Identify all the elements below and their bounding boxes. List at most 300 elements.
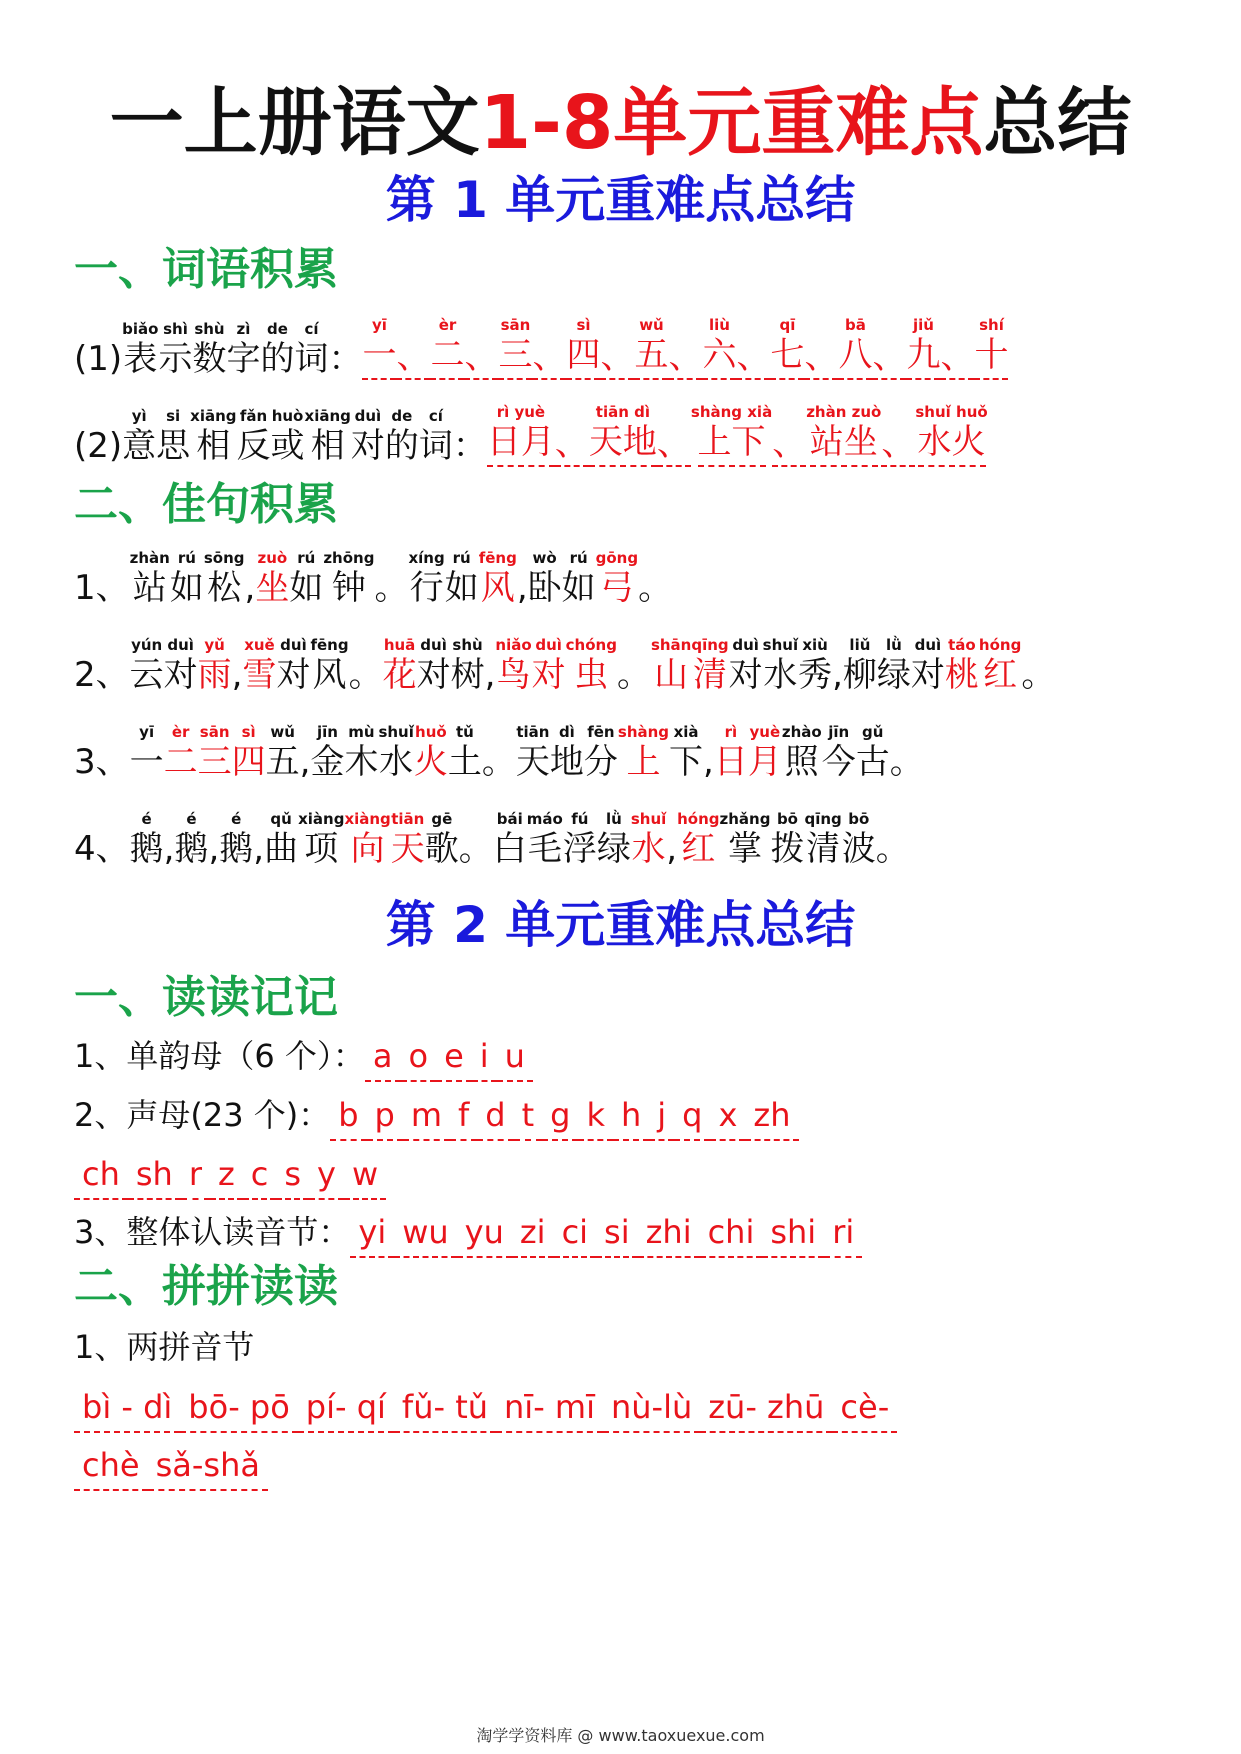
hanzi: 清 xyxy=(806,829,841,869)
hanzi: 四 xyxy=(231,742,266,782)
hanzi: 对 xyxy=(350,426,385,466)
pinyin: fēng xyxy=(478,549,517,567)
hanzi: 或 xyxy=(270,426,305,466)
text: 。 xyxy=(616,655,651,695)
hanzi: 七 xyxy=(770,334,804,380)
text: (2) xyxy=(74,426,123,466)
text: 。 xyxy=(348,655,383,695)
hanzi: 鹅 xyxy=(174,829,209,869)
pinyin-answer: zh xyxy=(745,1093,798,1141)
answer-word xyxy=(589,403,657,467)
hanzi: 词 xyxy=(294,339,329,379)
ruby-char xyxy=(130,810,164,870)
hanzi: 树 xyxy=(450,655,485,695)
ruby-char xyxy=(417,636,451,696)
hanzi: 如 xyxy=(289,568,324,608)
ruby-char xyxy=(122,407,156,467)
ruby-char xyxy=(383,636,417,696)
hanzi: 上下 xyxy=(698,421,766,467)
ruby-char xyxy=(158,320,192,380)
pinyin-answer: zi xyxy=(512,1210,554,1258)
answer-word xyxy=(691,403,772,467)
row1-label: 1、单韵母（6 个）： xyxy=(74,1037,365,1075)
hanzi: 雨 xyxy=(197,655,232,695)
pinyin: èr xyxy=(438,316,457,334)
hanzi: 上 xyxy=(626,742,661,782)
pinyin-answer: m xyxy=(403,1093,450,1141)
text: , xyxy=(484,655,496,695)
pinyin-answer: fǔ- tǔ xyxy=(394,1385,496,1433)
hanzi: 秀 xyxy=(798,655,833,695)
pinyin-answer: nī- mī xyxy=(496,1385,603,1433)
pinyin-answer: t xyxy=(514,1093,543,1141)
ruby-char xyxy=(842,810,876,870)
unit2-row2 xyxy=(74,1093,799,1141)
hanzi: 古 xyxy=(855,742,890,782)
pinyin-answer: w xyxy=(344,1152,386,1200)
pinyin-answer: r xyxy=(181,1152,210,1200)
hanzi: 对 xyxy=(531,655,566,695)
ruby-char xyxy=(451,636,485,696)
text: 、 xyxy=(532,336,566,380)
ruby-char xyxy=(344,810,390,870)
hanzi: 绿 xyxy=(596,829,631,869)
answer-word xyxy=(915,403,987,467)
ruby-char xyxy=(266,723,300,783)
ruby-char xyxy=(631,810,666,870)
pinyin-answer: chi xyxy=(700,1210,763,1258)
pinyin: bō xyxy=(848,810,870,828)
pinyin-answer: e xyxy=(436,1034,472,1082)
hanzi: 金 xyxy=(310,742,345,782)
pinyin-answer: ri xyxy=(824,1210,862,1258)
pinyin: liù xyxy=(709,316,730,334)
ruby-char xyxy=(843,636,877,696)
ruby-char xyxy=(294,320,328,380)
hanzi: 虫 xyxy=(574,655,609,695)
pinyin: wò xyxy=(532,549,557,567)
hanzi: 日 xyxy=(713,742,748,782)
pinyin-answer: q xyxy=(674,1093,710,1141)
pinyin: huò xyxy=(271,407,304,425)
pinyin-answer: f xyxy=(450,1093,477,1141)
unit1-sentence-4 xyxy=(74,810,910,870)
ruby-char xyxy=(170,549,204,609)
pinyin-answer: p xyxy=(367,1093,403,1141)
pinyin: duì xyxy=(420,636,447,654)
hanzi: 柳 xyxy=(842,655,877,695)
ruby-char xyxy=(310,723,344,783)
pinyin: sì xyxy=(241,723,256,741)
unit2-section-spell: 二、拼拼读读 xyxy=(74,1261,338,1312)
pinyin-answer: k xyxy=(578,1093,613,1141)
hanzi: 雪 xyxy=(242,655,277,695)
hanzi: 词 xyxy=(418,426,453,466)
hanzi: 的 xyxy=(384,426,419,466)
pinyin: yì xyxy=(131,407,147,425)
pinyin: fēn xyxy=(587,723,615,741)
hanzi: 花 xyxy=(382,655,417,695)
ruby-char xyxy=(493,810,527,870)
text: 、 xyxy=(872,336,906,380)
hanzi: 白 xyxy=(492,829,527,869)
pinyin-answer: wu xyxy=(394,1210,456,1258)
pinyin: rú xyxy=(297,549,316,567)
pinyin: é xyxy=(231,810,242,828)
ruby-char xyxy=(532,636,566,696)
text: 、 xyxy=(600,336,634,380)
hanzi: 风 xyxy=(312,655,347,695)
ruby-char xyxy=(479,549,517,609)
hanzi: 对 xyxy=(276,655,311,695)
pinyin: xuě xyxy=(244,636,275,654)
answer-word xyxy=(974,316,1008,380)
ruby-char xyxy=(391,810,425,870)
pinyin-answer: j xyxy=(649,1093,674,1141)
hanzi: 月 xyxy=(747,742,782,782)
row3-label: 3、整体认读音节： xyxy=(74,1213,351,1251)
hanzi: 云 xyxy=(129,655,164,695)
hanzi: 掌 xyxy=(727,829,762,869)
hanzi: 毛 xyxy=(527,829,562,869)
text: , xyxy=(666,829,678,869)
pinyin: de xyxy=(267,320,288,338)
pinyin: mù xyxy=(348,723,375,741)
hanzi: 九 xyxy=(906,334,940,380)
hanzi: 思 xyxy=(156,426,191,466)
text: 、 xyxy=(804,336,838,380)
ruby-char xyxy=(566,636,617,696)
answer-word xyxy=(770,316,804,380)
hanzi: 数 xyxy=(192,339,227,379)
hanzi: 一 xyxy=(129,742,164,782)
ruby-char xyxy=(562,549,596,609)
pinyin: fēng xyxy=(310,636,349,654)
pinyin: dì xyxy=(558,723,575,741)
pinyin: é xyxy=(186,810,197,828)
ruby-char xyxy=(130,549,170,609)
ruby-char xyxy=(425,810,459,870)
hanzi: 十 xyxy=(974,334,1008,380)
pinyin: duì xyxy=(535,636,562,654)
unit1-title: 第 1 单元重难点总结 xyxy=(385,171,856,229)
unit1-q1 xyxy=(74,316,1008,380)
text: 、 xyxy=(881,423,915,467)
text: ： xyxy=(328,339,363,379)
unit2-row1 xyxy=(74,1034,533,1082)
hanzi: 地 xyxy=(549,742,584,782)
pinyin: yuè xyxy=(749,723,781,741)
hanzi: 的 xyxy=(260,339,295,379)
pinyin: é xyxy=(141,810,152,828)
pinyin: duì xyxy=(732,636,759,654)
pinyin: xiàng xyxy=(344,810,391,828)
pinyin-answer: h xyxy=(613,1093,649,1141)
text: , xyxy=(244,568,256,608)
hanzi: 水火 xyxy=(918,421,986,467)
pinyin-answer: c xyxy=(243,1152,277,1200)
answer-word xyxy=(702,316,736,380)
hanzi: 天 xyxy=(390,829,425,869)
pinyin: zhàn zuò xyxy=(806,403,882,421)
pinyin-answer: nù-lù xyxy=(603,1385,700,1433)
pinyin: cí xyxy=(304,320,319,338)
pinyin: shān xyxy=(650,636,692,654)
hanzi: 如 xyxy=(444,568,479,608)
pinyin: bō xyxy=(776,810,798,828)
pinyin: gē xyxy=(431,810,453,828)
pinyin-answer: bì - dì xyxy=(74,1385,180,1433)
answer-word xyxy=(634,316,668,380)
text: 、 xyxy=(940,336,974,380)
ruby-char xyxy=(584,723,618,783)
row2-answers-a xyxy=(330,1096,798,1134)
ruby-char xyxy=(550,723,584,783)
ruby-char xyxy=(516,723,550,783)
hanzi: 如 xyxy=(561,568,596,608)
pinyin: xiàng xyxy=(298,810,345,828)
pinyin: shù xyxy=(452,636,483,654)
pinyin: shuǐ huǒ xyxy=(915,403,988,421)
text: , xyxy=(516,568,528,608)
ruby-char xyxy=(822,723,856,783)
text: ： xyxy=(452,426,487,466)
hanzi: 六 xyxy=(702,334,736,380)
pinyin-answer: i xyxy=(472,1034,497,1082)
unit1-sentence-1 xyxy=(74,549,672,609)
ruby-char xyxy=(748,723,782,783)
pinyin: shuǐ xyxy=(378,723,414,741)
pinyin: yī xyxy=(139,723,155,741)
ruby-char xyxy=(122,320,158,380)
hanzi: 歌 xyxy=(424,829,459,869)
text: , xyxy=(163,829,175,869)
pinyin: de xyxy=(391,407,413,425)
ruby-char xyxy=(323,549,374,609)
pinyin-answer: pí- qí xyxy=(298,1385,394,1433)
hanzi: 字 xyxy=(226,339,261,379)
pinyin: jīn xyxy=(316,723,338,741)
hanzi: 鹅 xyxy=(129,829,164,869)
pinyin: zì xyxy=(236,320,251,338)
pinyin: duì xyxy=(914,636,942,654)
hanzi: 山 xyxy=(654,655,689,695)
pinyin: bái xyxy=(496,810,523,828)
pinyin: zuò xyxy=(257,549,288,567)
ruby-char xyxy=(276,636,310,696)
pinyin: fǎn xyxy=(239,407,268,425)
pinyin: shàng xyxy=(617,723,670,741)
text: 2、 xyxy=(74,655,130,695)
hanzi: 水 xyxy=(763,655,798,695)
hanzi: 向 xyxy=(350,829,385,869)
pinyin: fú xyxy=(571,810,589,828)
pinyin-answer: g xyxy=(542,1093,578,1141)
text: 。 xyxy=(875,829,910,869)
hanzi: 四 xyxy=(566,334,600,380)
ruby-char xyxy=(691,636,728,696)
ruby-char xyxy=(271,407,305,467)
pinyin: cí xyxy=(428,407,443,425)
unit2-row3 xyxy=(74,1210,862,1258)
pinyin: zhōng xyxy=(323,549,375,567)
pinyin: hóng xyxy=(978,636,1022,654)
pinyin: xiāng xyxy=(190,407,237,425)
text: 。 xyxy=(374,568,409,608)
pinyin: shù xyxy=(194,320,225,338)
pinyin-answer: z xyxy=(210,1152,243,1200)
pinyin: shí xyxy=(979,316,1004,334)
hanzi: 示 xyxy=(158,339,193,379)
ruby-char xyxy=(385,407,419,467)
hanzi: 对 xyxy=(728,655,763,695)
ruby-char xyxy=(226,320,260,380)
unit2-section-read: 一、读读记记 xyxy=(74,972,338,1023)
text: , xyxy=(231,655,243,695)
pinyin: rú xyxy=(177,549,196,567)
pinyin: shuǐ xyxy=(630,810,667,828)
hanzi: 二 xyxy=(163,742,198,782)
ruby-char xyxy=(190,407,236,467)
hanzi: 项 xyxy=(304,829,339,869)
ruby-char xyxy=(255,549,289,609)
hanzi: 火 xyxy=(413,742,448,782)
ruby-char xyxy=(192,320,226,380)
pinyin: wǔ xyxy=(270,723,295,741)
text: 。 xyxy=(1021,655,1056,695)
ruby-char xyxy=(344,723,378,783)
ruby-char xyxy=(714,723,748,783)
hanzi: 对 xyxy=(163,655,198,695)
hanzi: 桃 xyxy=(944,655,979,695)
hanzi: 如 xyxy=(169,568,204,608)
pinyin: yī xyxy=(372,316,387,334)
ruby-char xyxy=(782,723,822,783)
page-title xyxy=(0,78,1241,168)
unit2-p1-row-a xyxy=(74,1385,897,1433)
pinyin-answer: s xyxy=(276,1152,309,1200)
row2-label: 2、声母(23 个)： xyxy=(74,1096,331,1134)
hanzi: 天 xyxy=(515,742,550,782)
hanzi: 鸟 xyxy=(496,655,531,695)
ruby-char xyxy=(945,636,979,696)
pinyin: rì yuè xyxy=(496,403,546,421)
ruby-char xyxy=(242,636,276,696)
pinyin-answer: ci xyxy=(554,1210,596,1258)
title-part3: 总结 xyxy=(983,80,1132,166)
pinyin: bā xyxy=(845,316,866,334)
ruby-char xyxy=(156,407,190,467)
hanzi: 波 xyxy=(841,829,876,869)
p1-answers-b xyxy=(74,1446,268,1484)
ruby-char xyxy=(669,723,703,783)
unit1-section-vocab: 一、词语积累 xyxy=(74,244,338,295)
pinyin: tiān xyxy=(391,810,425,828)
pinyin: táo xyxy=(948,636,976,654)
pinyin-answer: ch xyxy=(74,1152,128,1200)
pinyin: tiān dì xyxy=(595,403,650,421)
unit2-p1-row-b xyxy=(74,1443,268,1491)
pinyin-answer: sh xyxy=(128,1152,181,1200)
ruby-char xyxy=(310,636,348,696)
row2-answers-b xyxy=(74,1155,386,1193)
ruby-char xyxy=(445,549,479,609)
text: 、 xyxy=(668,336,702,380)
ruby-char xyxy=(770,810,804,870)
ruby-char xyxy=(174,810,208,870)
pinyin: liǔ xyxy=(849,636,871,654)
ruby-char xyxy=(651,636,691,696)
hanzi: 天地 xyxy=(589,421,657,467)
hanzi: 反 xyxy=(236,426,271,466)
answer-word xyxy=(430,316,464,380)
pinyin: xià xyxy=(673,723,699,741)
answer-word xyxy=(838,316,872,380)
pinyin: rì xyxy=(724,723,738,741)
hanzi: 曲 xyxy=(264,829,299,869)
text: 3、 xyxy=(74,742,130,782)
answer-word xyxy=(906,316,940,380)
pinyin: huā xyxy=(383,636,416,654)
text: 、 xyxy=(772,423,806,467)
text: 、 xyxy=(657,423,691,467)
pinyin-answer: si xyxy=(596,1210,638,1258)
unit1-sentence-2 xyxy=(74,636,1055,696)
pinyin: jiǔ xyxy=(913,316,934,334)
pinyin: hóng xyxy=(677,810,720,828)
pinyin: lǜ xyxy=(605,810,622,828)
hanzi: 意 xyxy=(122,426,157,466)
hanzi: 钟 xyxy=(331,568,366,608)
pinyin-answer: b xyxy=(330,1093,366,1141)
title-part1: 一上册语文 xyxy=(109,80,480,166)
text: 。 xyxy=(638,568,673,608)
ruby-char xyxy=(677,810,719,870)
text: 、 xyxy=(396,336,430,380)
pinyin-answer: zū- zhū xyxy=(700,1385,832,1433)
pinyin: qīng xyxy=(691,636,729,654)
ruby-char xyxy=(419,407,453,467)
pinyin-answer: chè xyxy=(74,1443,148,1491)
ruby-char xyxy=(856,723,890,783)
unit2-p1-label: 1、两拼音节 xyxy=(74,1328,255,1366)
pinyin: duì xyxy=(354,407,382,425)
hanzi: 卧 xyxy=(527,568,562,608)
ruby-char xyxy=(720,810,771,870)
pinyin: zhǎng xyxy=(719,810,771,828)
answer-word xyxy=(566,316,600,380)
hanzi: 相 xyxy=(196,426,231,466)
ruby-char xyxy=(911,636,945,696)
ruby-char xyxy=(528,549,562,609)
ruby-char xyxy=(527,810,563,870)
text: , xyxy=(299,742,311,782)
text: , xyxy=(253,829,265,869)
hanzi: 照 xyxy=(784,742,819,782)
pinyin: xiāng xyxy=(304,407,351,425)
pinyin: biǎo xyxy=(122,320,159,338)
hanzi: 行 xyxy=(409,568,444,608)
pinyin: gōng xyxy=(595,549,639,567)
pinyin: duì xyxy=(167,636,194,654)
pinyin: tiān xyxy=(516,723,550,741)
ruby-char xyxy=(408,549,444,609)
pinyin-answer: bō- pō xyxy=(180,1385,298,1433)
hanzi: 弓 xyxy=(599,568,634,608)
pinyin-answer: zhi xyxy=(638,1210,700,1258)
hanzi: 坐 xyxy=(255,568,290,608)
ruby-char xyxy=(237,407,271,467)
